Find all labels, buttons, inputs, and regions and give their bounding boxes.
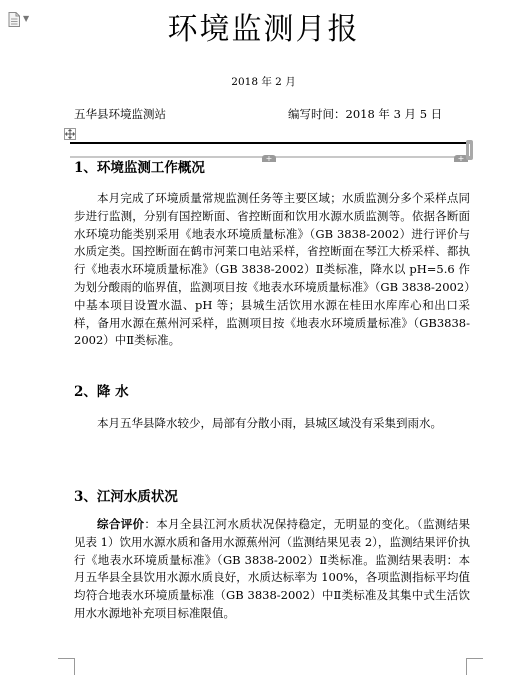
- lead-label: 综合评价: [97, 517, 145, 531]
- section-body-2: 本月五华县降水较少，局部有分散小雨，县城区域没有采集到雨水。: [97, 416, 442, 430]
- plus-icon: +: [265, 154, 273, 163]
- report-title: 环境监测月报: [167, 12, 360, 47]
- section-body-1: 本月完成了环境质量常规监测任务等主要区域；水质监测分多个采样点同步进行监测，分别有国控断面、省控断面和饮用水源水质监测等。依据各断面水环境功能类别采用《地表水环境质量标准》（GB 3838-2002）进行评价与水质定类。国控断面在鹤市河莱口电站采样，省控断面在琴江大桥采样、都执行《地表水环境质量标准》（GB 3838-2002）Ⅱ类标准，降水以 pH=5.6 作为划分酸雨的临界值，监测项目按《地表水环境质量标准》（GB 3838-2002）中基本项目设置水温、pH 等；县城生活饮用水源在桂田水库库心和出口采样，备用水源在蕉州河采样，监测项目按《地表水环境质量标准》（GB3838-2002）中Ⅱ类标准。: [74, 191, 470, 348]
- station-name: 五华县环境监测站: [74, 107, 166, 121]
- chevron-down-icon: ▼: [23, 14, 30, 23]
- report-date: 2018 年 2 月: [231, 76, 296, 88]
- section-text-3: ：本月全县江河水质状况保持稳定，无明显的变化。（监测结果见表 1）饮用水源水质和备用水源蕉州河（监测结果见表 2），监测结果评价执行《地表水环境质量标准》（GB 3838-2002）Ⅱ类标准。监测结果表明：本月五华县全县饮用水源水质良好，水质达标率为 100%，各项监测指标平均值均符合地表水环境质量标准（GB 3838-2002）中Ⅱ类标准及其集中式生活饮用水水源地补充项目标准限值。: [74, 517, 471, 620]
- page-corner-mark: [466, 658, 483, 675]
- compile-date: 编写时间：2018 年 3 月 5 日: [288, 107, 443, 121]
- section-heading-2: 2、降 水: [74, 384, 129, 400]
- move-handle-icon[interactable]: [64, 128, 76, 140]
- section-body-3: [74, 516, 470, 623]
- resize-handle[interactable]: [466, 140, 473, 160]
- section-heading-1: 1、环境监测工作概况: [74, 160, 205, 176]
- plus-icon: +: [457, 154, 465, 163]
- header-rule: [70, 142, 467, 144]
- section-heading-3: 3、江河水质状况: [74, 489, 178, 505]
- page-corner-mark: [58, 658, 75, 675]
- insert-row-button[interactable]: [262, 155, 276, 162]
